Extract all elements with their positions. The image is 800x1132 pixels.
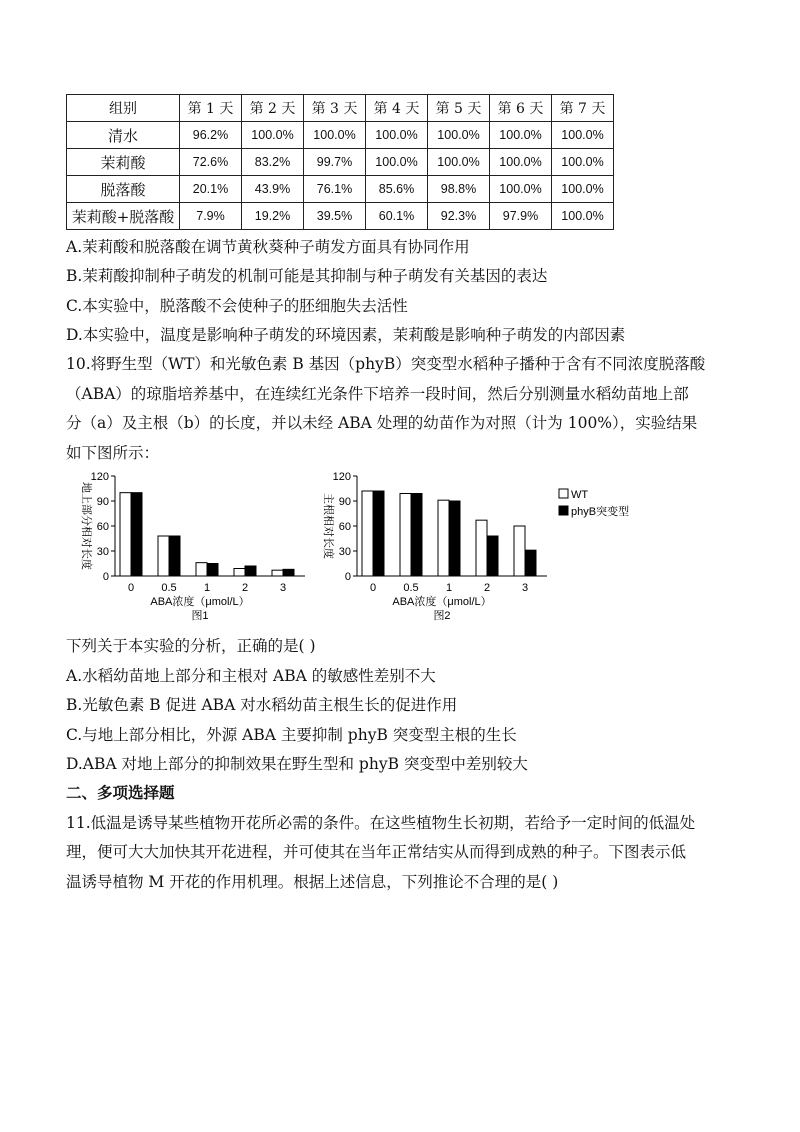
bar-wt [438,500,449,576]
table-cell: 60.1% [366,203,428,230]
table-cell: 83.2% [242,149,304,176]
table-header: 第 3 天 [304,95,366,122]
q10-option-b: B.光敏色素 B 促进 ABA 对水稻幼苗主根生长的促进作用 [66,696,458,714]
q11-stem-line: 温诱导植物 M 开花的作用机理。根据上述信息，下列推论不合理的是( ) [66,873,559,891]
x-tick-label: 0.5 [403,582,419,594]
table-cell: 99.7% [304,149,366,176]
table-header: 第 4 天 [366,95,428,122]
bar-wt [120,493,131,576]
legend-swatch [559,489,568,498]
table-cell: 97.9% [490,203,552,230]
table-cell: 20.1% [180,176,242,203]
table-cell: 100.0% [428,122,490,149]
q10-prompt: 下列关于本实验的分析，正确的是( ) [66,637,316,655]
table-row [67,149,614,176]
y-tick-label: 90 [96,496,109,508]
y-tick-label: 120 [332,471,351,483]
bar-wt [476,520,487,576]
table-cell: 100.0% [552,122,614,149]
bar-phyb [487,536,498,576]
table-cell: 100.0% [366,149,428,176]
x-axis-label: ABA浓度（μmol/L） [392,596,492,608]
y-tick-label: 60 [338,521,351,533]
bar-phyb [411,494,422,577]
table-header: 第 6 天 [490,95,552,122]
table-cell: 100.0% [490,149,552,176]
q10-option-c: C.与地上部分相比，外源 ABA 主要抑制 phyB 突变型主根的生长 [66,726,517,744]
table-header: 第 7 天 [552,95,614,122]
table-row [67,176,614,203]
legend-label: WT [571,489,589,501]
y-tick-label: 0 [102,571,109,583]
section-title: 二、多项选择题 [66,783,175,802]
chart-title: 图1 [191,610,209,622]
table-row [67,122,614,149]
germination-table [66,94,614,230]
row-label: 脱落酸 [67,176,180,203]
row-label: 清水 [67,122,180,149]
bar-phyb [131,493,142,576]
legend-label: phyB突变型 [571,506,630,518]
y-tick-label: 30 [338,546,351,558]
q10-option-a: A.水稻幼苗地上部分和主根对 ABA 的敏感性差别不大 [66,667,436,685]
bar-wt [196,563,207,576]
table-cell: 100.0% [490,122,552,149]
bar-phyb [245,566,256,576]
q9-option-d: D.本实验中，温度是影响种子萌发的环境因素，茉莉酸是影响种子萌发的内部因素 [66,326,626,344]
y-tick-label: 0 [344,571,351,583]
table-header: 第 1 天 [180,95,242,122]
bar-wt [234,569,245,577]
table-cell: 100.0% [242,122,304,149]
table-header: 组别 [67,95,180,122]
row-label: 茉莉酸+脱落酸 [67,203,180,230]
table-cell: 7.9% [180,203,242,230]
table-header: 第 2 天 [242,95,304,122]
table-cell: 96.2% [180,122,242,149]
q10-stem-line: （ABA）的琼脂培养基中，在连续红光条件下培养一段时间，然后分别测量水稻幼苗地上部 [66,385,689,403]
aba-figure [60,462,660,630]
bar-wt [400,494,411,577]
y-tick-label: 120 [90,471,109,483]
bar-wt [514,526,525,576]
x-tick-label: 2 [241,582,249,594]
table-cell: 100.0% [552,203,614,230]
bar-phyb [207,564,218,577]
table-cell: 100.0% [552,176,614,203]
table-cell: 39.5% [304,203,366,230]
q10-stem-line: 10.将野生型（WT）和光敏色素 B 基因（phyB）突变型水稻种子播种于含有不同浓度脱落酸 [66,355,706,373]
y-tick-label: 60 [96,521,109,533]
table-header-row [67,95,614,122]
y-tick-label: 30 [96,546,109,558]
x-tick-label: 3 [279,582,287,594]
x-axis-label: ABA浓度（μmol/L） [150,596,250,608]
x-tick-label: 0 [127,582,135,594]
q11-stem-line: 11.低温是诱导某些植物开花所必需的条件。在这些植物生长初期，若给予一定时间的低温处 [66,814,696,832]
table-cell: 100.0% [428,149,490,176]
q9-option-c: C.本实验中，脱落酸不会使种子的胚细胞失去活性 [66,297,408,315]
q11-stem-line: 理，便可大大加快其开花进程，并可使其在当年正常结实从而得到成熟的种子。下图表示低 [66,843,687,861]
q9-option-a: A.茉莉酸和脱落酸在调节黄秋葵种子萌发方面具有协同作用 [66,238,470,256]
table-cell: 85.6% [366,176,428,203]
table-cell: 72.6% [180,149,242,176]
y-axis-label: 主根相对长度 [322,493,334,559]
legend-swatch [559,506,568,515]
x-tick-label: 1 [445,582,453,594]
table-cell: 100.0% [366,122,428,149]
x-tick-label: 1 [203,582,211,594]
q10-stem-line: 分（a）及主根（b）的长度，并以未经 ABA 处理的幼苗作为对照（计为 100%），实验结果 [66,414,698,432]
bar-wt [362,491,373,576]
bar-phyb [449,501,460,576]
table-cell: 76.1% [304,176,366,203]
table-cell: 98.8% [428,176,490,203]
bar-phyb [169,536,180,576]
y-tick-label: 90 [338,496,351,508]
table-cell: 19.2% [242,203,304,230]
table-cell: 100.0% [490,176,552,203]
y-axis-label: 地上部分相对长度 [80,482,92,570]
table-header: 第 5 天 [428,95,490,122]
chart-title: 图2 [433,610,451,622]
bar-wt [158,536,169,576]
bar-phyb [373,491,384,576]
x-tick-label: 3 [521,582,529,594]
bar-phyb [283,569,294,576]
x-tick-label: 0.5 [161,582,177,594]
table-row [67,203,614,230]
bar-wt [272,570,283,576]
table-cell: 100.0% [552,149,614,176]
table-cell: 43.9% [242,176,304,203]
q9-option-b: B.茉莉酸抑制种子萌发的机制可能是其抑制与种子萌发有关基因的表达 [66,267,548,285]
q10-option-d: D.ABA 对地上部分的抑制效果在野生型和 phyB 突变型中差别较大 [66,755,528,773]
row-label: 茉莉酸 [67,149,180,176]
bar-phyb [525,550,536,576]
table-cell: 100.0% [304,122,366,149]
q10-stem-line: 如下图所示： [66,444,160,462]
table-cell: 92.3% [428,203,490,230]
x-tick-label: 2 [483,582,491,594]
x-tick-label: 0 [369,582,377,594]
